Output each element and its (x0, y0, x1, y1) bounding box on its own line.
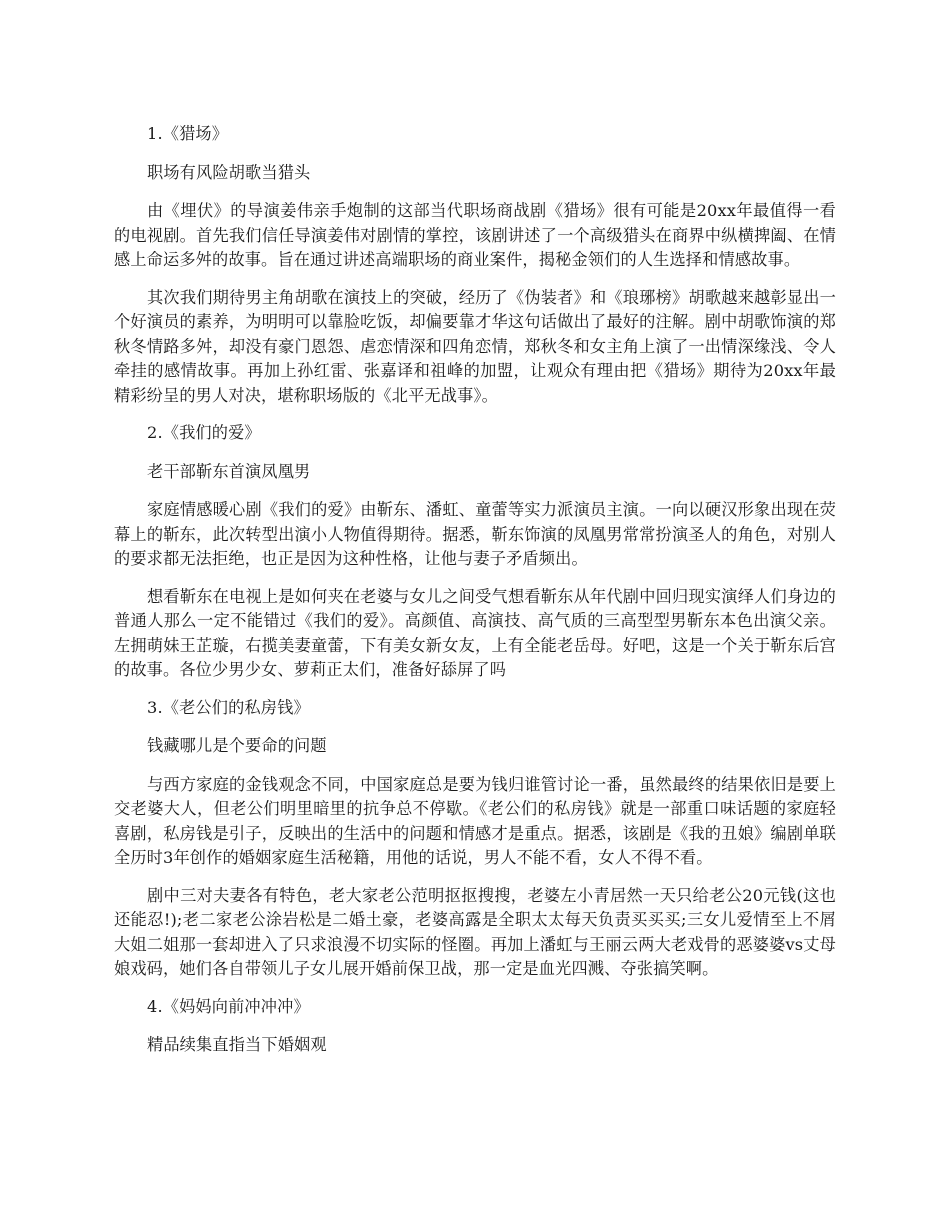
body-paragraph: 与西方家庭的金钱观念不同，中国家庭总是要为钱归谁管讨论一番，虽然最终的结果依旧是要上交老婆大人，但老公们明里暗里的抗争总不停歇。《老公们的私房钱》就是一部重口味话题的家庭轻喜剧，私房钱是引子，反映出的生活中的问题和情感才是重点。据悉，该剧是《我的丑娘》编剧单联全历时3年创作的婚姻家庭生活秘籍，用他的话说，男人不能不看，女人不得不看。 (114, 774, 836, 867)
body-paragraph: 由《埋伏》的导演姜伟亲手炮制的这部当代职场商战剧《猎场》很有可能是20xx年最值得一看的电视剧。首先我们信任导演姜伟对剧情的掌控，该剧讲述了一个高级猎头在商界中纵横捭阖、在情感上命运多舛的故事。旨在通过讲述高端职场的商业案件，揭秘金领们的人生选择和情感故事。 (114, 201, 836, 269)
body-paragraph: 想看靳东在电视上是如何夹在老婆与女儿之间受气想看靳东从年代剧中回归现实演绎人们身边的普通人那么一定不能错过《我们的爱》。高颜值、高演技、高气质的三高型型男靳东本色出演父亲。左拥萌妹王芷璇，右揽美妻童蕾，下有美女新女友，上有全能老岳母。好吧，这是一个关于靳东后宫的故事。各位少男少女、萝莉正太们，准备好舔屏了吗 (114, 586, 836, 679)
section-4 (114, 995, 836, 1058)
section-subheading: 钱藏哪儿是个要命的问题 (147, 736, 327, 755)
section-heading: 1.《猎场》 (147, 124, 229, 143)
section-subheading: 精品续集直指当下婚姻观 (147, 1035, 327, 1054)
body-paragraph: 其次我们期待男主角胡歌在演技上的突破，经历了《伪装者》和《琅琊榜》胡歌越来越彰显出一个好演员的素养，为明明可以靠脸吃饭，却偏要靠才华这句话做出了最好的注解。剧中胡歌饰演的郑秋冬情路多舛，却没有豪门恩怨、虐恋情深和四角恋情，郑秋冬和女主角上演了一出情深缘浅、令人牵挂的感情故事。再加上孙红雷、张嘉译和祖峰的加盟，让观众有理由把《猎场》期待为20xx年最精彩纷呈的男人对决，堪称职场版的《北平无战事》。 (114, 287, 836, 405)
body-paragraph: 家庭情感暖心剧《我们的爱》由靳东、潘虹、童蕾等实力派演员主演。一向以硬汉形象出现在荧幕上的靳东，此次转型出演小人物值得期待。据悉，靳东饰演的凤凰男常常扮演圣人的角色，对别人的要求都无法拒绝，也正是因为这种性格，让他与妻子矛盾频出。 (114, 500, 836, 568)
section-1 (114, 122, 836, 408)
section-2 (114, 421, 836, 683)
body-paragraph: 剧中三对夫妻各有特色，老大家老公范明抠抠搜搜，老婆左小青居然一天只给老公20元钱(这也还能忍!);老二家老公涂岩松是二婚土豪，老婆高露是全职太太每天负责买买买;三女儿爱情至上不屑大姐二姐那一套却进入了只求浪漫不切实际的怪圈。再加上潘虹与王丽云两大老戏骨的恶婆婆vs丈母娘戏码，她们各自带领儿子女儿展开婚前保卫战，那一定是血光四溅、夺张搞笑啊。 (114, 885, 836, 978)
section-heading: 4.《妈妈向前冲冲冲》 (147, 996, 310, 1016)
section-subheading: 老干部靳东首演凤凰男 (147, 461, 311, 481)
section-heading: 3.《老公们的私房钱》 (147, 697, 310, 717)
document-page (114, 122, 836, 1072)
section-3 (114, 696, 836, 982)
section-heading: 2.《我们的爱》 (147, 423, 261, 442)
section-subheading: 职场有风险胡歌当猎头 (147, 162, 311, 182)
